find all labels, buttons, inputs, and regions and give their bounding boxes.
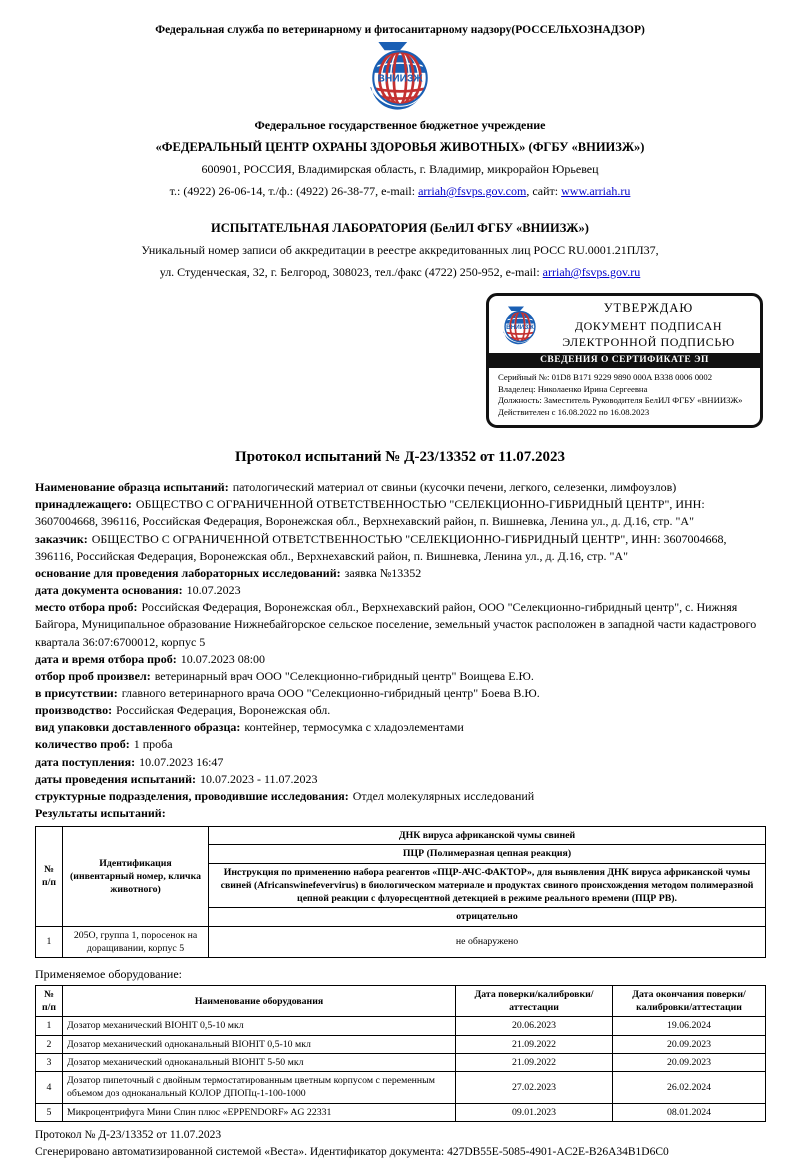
agency-name: Федеральная служба по ветеринарному и фитосанитарному надзору(РОССЕЛЬХОЗНАДЗОР) (155, 24, 645, 36)
org-contacts (0, 184, 800, 199)
lab-name: ИСПЫТАТЕЛЬНАЯ ЛАБОРАТОРИЯ (БелИЛ ФГБУ «ВНИИЗЖ») (211, 221, 589, 235)
org-name: «ФЕДЕРАЛЬНЫЙ ЦЕНТР ОХРАНЫ ЗДОРОВЬЯ ЖИВОТНЫХ» (ФГБУ «ВНИИЗЖ») (155, 140, 645, 154)
lab-accreditation: Уникальный номер записи об аккредитации в реестре аккредитованных лиц РОСС RU.0001.21ПЛ37, (141, 243, 659, 257)
field-label: заказчик: (35, 531, 88, 546)
stamp-top (489, 296, 760, 353)
equipment-name: Дозатор механический BIOHIT 0,5-10 мкл (63, 1017, 456, 1035)
field-sample-name (35, 479, 768, 496)
field-label: даты проведения испытаний: (35, 771, 196, 786)
equipment-row (36, 1035, 766, 1053)
field-basis (35, 565, 768, 582)
field-value: патологический материал от свиньи (кусочки печени, легкого, селезенки, лимфоузлов) (232, 480, 677, 495)
field-value: контейнер, термосумка с хладоэлементами (244, 720, 464, 735)
equipment-col-name-header: Наименование оборудования (63, 986, 456, 1017)
equipment-enddate: 20.09.2023 (613, 1035, 766, 1053)
field-receipt-date (35, 754, 768, 771)
equipment-date: 09.01.2023 (456, 1103, 613, 1121)
field-sample-count (35, 736, 768, 753)
stamp-approve-label: УТВЕРЖДАЮ (603, 301, 694, 315)
contact-prefix: т.: (4922) 26-06-14, т./ф.: (4922) 26-38-77, e-mail: (169, 184, 419, 198)
field-label: дата документа основания: (35, 583, 183, 598)
results-row-identification: 205О, группа 1, поросенок на доращивании, корпус 5 (63, 926, 209, 957)
equipment-name: Дозатор механический одноканальный BIOHIT 0,5-10 мкл (63, 1035, 456, 1053)
org-type: Федеральное государственное бюджетное учреждение (254, 118, 546, 132)
stamp-serial: Серийный №: 01D8 B171 9229 9890 000A B338 0006 0002 (498, 372, 713, 383)
field-label: структурные подразделения, проводившие исследования: (35, 788, 349, 803)
field-value: главного ветеринарного врача ООО "Селекционно-гибридный центр" Боева В.Ю. (121, 686, 540, 700)
stamp-validity: Действителен с 16.08.2022 по 16.08.2023 (498, 406, 650, 417)
field-label: производство: (35, 703, 113, 718)
stamp-cert-header: СВЕДЕНИЯ О СЕРТИФИКАТЕ ЭП (489, 353, 760, 368)
equipment-name: Микроцентрифуга Мини Спин плюс «EPPENDORF» AG 22331 (63, 1103, 456, 1121)
field-value: ОБЩЕСТВО С ОГРАНИЧЕННОЙ ОТВЕТСТВЕННОСТЬЮ "СЕЛЕКЦИОННО-ГИБРИДНЫЙ ЦЕНТР", ИНН: 3607004668, 396116, Российская Федерация, Воронежская обл., Верхнехавский район, п. Вишневка, Ленина ул., д. Д.16, стр. "А" (35, 497, 705, 529)
protocol-fields (35, 479, 768, 822)
field-value: Отдел молекулярных исследований (352, 788, 535, 803)
equipment-num: 1 (36, 1017, 63, 1035)
results-method: ПЦР (Полимеразная цепная реакция) (209, 845, 766, 863)
equipment-num: 4 (36, 1072, 63, 1103)
org-email-link[interactable]: arriah@fsvps.gov.com (418, 184, 527, 198)
org-site-link[interactable]: www.arriah.ru (561, 184, 631, 198)
results-instruction: Инструкция по применению набора реагентов «ПЦР-АЧС-ФАКТОР», для выявления ДНК вируса африканской чумы свиней (Africanswinefevervirus) в биологическом материале и продуктах свиного происхождения методом полимеразной цепной реакции с флуоресцентной детекцией в режиме реального времени (ПЦР РВ). (209, 863, 766, 908)
equipment-row (36, 1053, 766, 1071)
org-logo-icon (0, 40, 800, 114)
field-owner (35, 496, 768, 530)
field-value: 10.07.2023 (186, 583, 241, 598)
field-witness (35, 685, 768, 702)
equipment-num: 3 (36, 1053, 63, 1071)
field-label: основание для проведения лабораторных исследований: (35, 565, 341, 580)
field-value: 10.07.2023 08:00 (180, 651, 266, 666)
results-norm: отрицательно (209, 908, 766, 926)
equipment-col-num-header: № п/п (36, 986, 63, 1017)
document-title: Протокол испытаний № Д-23/13352 от 11.07.2023 (235, 449, 565, 466)
field-label: дата и время отбора проб: (35, 651, 177, 666)
equipment-date: 20.06.2023 (456, 1017, 613, 1035)
field-value: 10.07.2023 16:47 (139, 754, 224, 769)
contact-middle: , сайт: (526, 184, 562, 198)
field-label: место отбора проб: (35, 600, 138, 615)
field-production (35, 702, 768, 719)
results-row-num: 1 (36, 926, 63, 957)
field-sampled-by (35, 668, 768, 685)
field-test-dates (35, 771, 768, 788)
field-label: принадлежащего: (35, 497, 132, 512)
equipment-row (36, 1017, 766, 1035)
equipment-col-enddate-header: Дата окончания поверки/калибровки/аттестации (613, 986, 766, 1017)
results-col-num-header: № п/п (36, 827, 63, 926)
field-label: отбор проб произвел: (35, 668, 151, 683)
field-departments (35, 788, 768, 805)
equipment-table (35, 985, 766, 1122)
electronic-signature-stamp (486, 293, 763, 428)
equipment-date: 21.09.2022 (456, 1053, 613, 1071)
org-logo-text: ВНИИЗЖ (377, 73, 423, 85)
equipment-enddate: 20.09.2023 (613, 1053, 766, 1071)
field-basis-date (35, 582, 768, 599)
results-test-name: ДНК вируса африканской чумы свиней (209, 827, 766, 845)
field-sampling-datetime (35, 651, 768, 668)
lab-contacts (0, 265, 800, 280)
field-packaging (35, 719, 768, 736)
footer-protocol-number: Протокол № Д-23/13352 от 11.07.2023 (35, 1128, 222, 1141)
field-value: 10.07.2023 - 11.07.2023 (199, 771, 318, 786)
stamp-logo-icon (497, 305, 545, 347)
stamp-position: Должность: Заместитель Руководителя БелИЛ ФГБУ «ВНИИЗЖ» (498, 395, 743, 406)
field-label: в присутствии: (35, 686, 118, 700)
lab-address-prefix: ул. Студенческая, 32, г. Белгород, 308023, тел./факс (4722) 250-952, e-mail: (159, 265, 543, 279)
field-label: количество проб: (35, 737, 130, 752)
lab-email-link[interactable]: arriah@fsvps.gov.ru (542, 265, 641, 279)
field-value: 1 проба (133, 737, 173, 752)
stamp-top-text (545, 301, 752, 350)
field-value: Российская Федерация, Воронежская обл. (116, 703, 331, 718)
equipment-num: 5 (36, 1103, 63, 1121)
equipment-name: Дозатор пипеточный с двойным термостатированным цветным корпусом с переменным объемом доз одноканальный КОЛОР ДПОПц-1-100-1000 (63, 1072, 456, 1103)
field-label: Наименование образца испытаний: (35, 480, 229, 495)
document-footer (35, 1127, 800, 1161)
results-row-result: не обнаружено (209, 926, 766, 957)
field-label: вид упаковки доставленного образца: (35, 720, 241, 735)
field-customer (35, 531, 768, 565)
equipment-col-date-header: Дата поверки/калибровки/аттестации (456, 986, 613, 1017)
stamp-signed-line1: ДОКУМЕНТ ПОДПИСАН (574, 319, 723, 333)
footer-generated-by: Сгенерировано автоматизированной системой «Веста». Идентификатор документа: 427DB55E-5085-4901-AC2E-B26A34B1D6C0 (35, 1146, 669, 1158)
equipment-enddate: 19.06.2024 (613, 1017, 766, 1035)
equipment-num: 2 (36, 1035, 63, 1053)
results-col-id-header: Идентификация (инвентарный номер, кличка животного) (63, 827, 209, 926)
stamp-signed-label (545, 319, 752, 350)
equipment-row (36, 1103, 766, 1121)
signature-stamp-row (0, 293, 800, 428)
equipment-name: Дозатор механический одноканальный BIOHIT 5-50 мкл (63, 1053, 456, 1071)
equipment-enddate: 26.02.2024 (613, 1072, 766, 1103)
field-results-heading (35, 805, 768, 822)
stamp-logo-text: ВНИИЗЖ (506, 323, 534, 331)
results-table (35, 826, 766, 958)
equipment-caption: Применяемое оборудование: (35, 967, 182, 981)
stamp-signed-line2: ЭЛЕКТРОННОЙ ПОДПИСЬЮ (562, 334, 735, 349)
field-label: дата поступления: (35, 754, 136, 769)
field-sampling-place (35, 599, 768, 650)
field-value: Российская Федерация, Воронежская обл., Верхнехавский район, ООО "Селекционно-гибридный центр", с. Нижняя Байгора, Муниципальное образование Нижнебайгорское сельское поселение, земельный участок расположен в западной части кадастрового квартала 36:07:6700012, корпус 5 (35, 600, 757, 649)
field-label: Результаты испытаний: (35, 806, 166, 821)
field-value: ОБЩЕСТВО С ОГРАНИЧЕННОЙ ОТВЕТСТВЕННОСТЬЮ "СЕЛЕКЦИОННО-ГИБРИДНЫЙ ЦЕНТР", ИНН: 3607004668, 396116, Российская Федерация, Воронежская обл., Верхнехавский район, п. Вишневка, Ленина ул., д. Д.16, стр. "А" (35, 531, 727, 563)
stamp-cert-details (489, 368, 760, 425)
field-value: заявка №13352 (344, 565, 422, 580)
field-value: ветеринарный врач ООО "Селекционно-гибридный центр" Воищева Е.Ю. (154, 668, 534, 683)
org-address: 600901, РОССИЯ, Владимирская область, г. Владимир, микрорайон Юрьевец (201, 162, 599, 176)
results-row (36, 926, 766, 957)
equipment-header-row (36, 986, 766, 1017)
equipment-enddate: 08.01.2024 (613, 1103, 766, 1121)
equipment-row (36, 1072, 766, 1103)
stamp-owner: Владелец: Николаенко Ирина Сергеевна (498, 383, 648, 394)
equipment-date: 27.02.2023 (456, 1072, 613, 1103)
equipment-date: 21.09.2022 (456, 1035, 613, 1053)
